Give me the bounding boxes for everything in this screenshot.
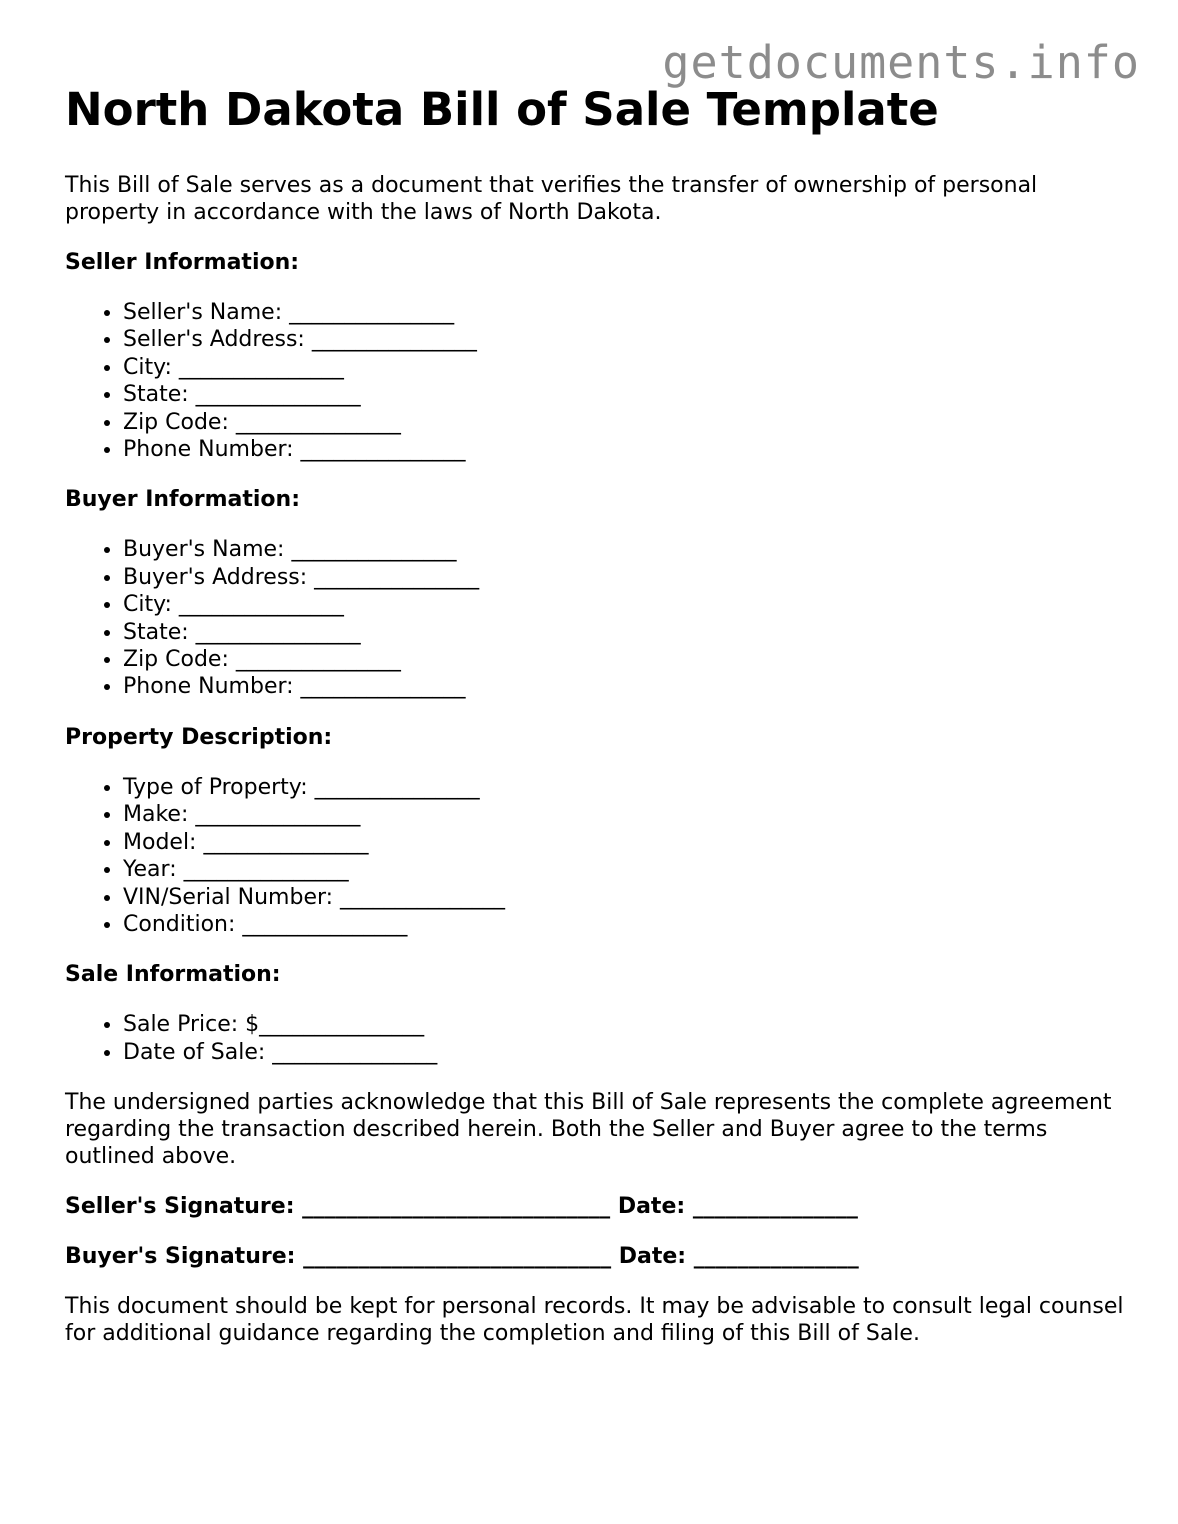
list-item: • State: _______________ xyxy=(123,619,1125,646)
list-item: • Phone Number: _______________ xyxy=(123,673,1125,700)
list-item: • Zip Code: _______________ xyxy=(123,409,1125,436)
list-item: • Model: _______________ xyxy=(123,829,1125,856)
list-item: • VIN/Serial Number: _______________ xyxy=(123,884,1125,911)
list-item: • Sale Price: $_______________ xyxy=(123,1011,1125,1038)
property-list xyxy=(65,774,1125,938)
footer-paragraph: This document should be kept for personal records. It may be advisable to consult legal counsel for additional guidance regarding the completion and filing of this Bill of Sale. xyxy=(65,1294,1124,1347)
buyer-list xyxy=(65,536,1125,700)
seller-heading: Seller Information: xyxy=(65,250,300,275)
list-item: • Condition: _______________ xyxy=(123,911,1125,938)
seller-list xyxy=(65,299,1125,463)
page-title: North Dakota Bill of Sale Template xyxy=(65,83,939,136)
document xyxy=(65,80,1125,1347)
sale-list xyxy=(65,1011,1125,1066)
list-item: • Date of Sale: _______________ xyxy=(123,1039,1125,1066)
list-item: • Buyer's Address: _______________ xyxy=(123,564,1125,591)
intro-paragraph: This Bill of Sale serves as a document that verifies the transfer of ownership of personal property in accordance with the laws of North Dakota. xyxy=(65,173,1038,225)
list-item: • Seller's Name: _______________ xyxy=(123,299,1125,326)
list-item: • Make: _______________ xyxy=(123,801,1125,828)
watermark: getdocuments.info xyxy=(662,36,1140,89)
seller-signature-line: Seller's Signature: ____________________________ Date: _______________ xyxy=(65,1194,858,1220)
closing-paragraph: The undersigned parties acknowledge that this Bill of Sale represents the complete agreement regarding the transaction described herein. Both the Seller and Buyer agree to the terms outlined above. xyxy=(65,1090,1112,1170)
list-item: • Year: _______________ xyxy=(123,856,1125,883)
list-item: • Seller's Address: _______________ xyxy=(123,326,1125,353)
buyer-signature-line: Buyer's Signature: ____________________________ Date: _______________ xyxy=(65,1244,859,1270)
sale-heading: Sale Information: xyxy=(65,962,281,988)
property-heading: Property Description: xyxy=(65,724,333,750)
buyer-heading: Buyer Information: xyxy=(65,487,300,513)
list-item: • Zip Code: _______________ xyxy=(123,646,1125,673)
list-item: • City: _______________ xyxy=(123,591,1125,618)
list-item: • Type of Property: _______________ xyxy=(123,774,1125,801)
list-item: • City: _______________ xyxy=(123,354,1125,381)
list-item: • Buyer's Name: _______________ xyxy=(123,536,1125,563)
list-item: • State: _______________ xyxy=(123,381,1125,408)
list-item: • Phone Number: _______________ xyxy=(123,436,1125,463)
